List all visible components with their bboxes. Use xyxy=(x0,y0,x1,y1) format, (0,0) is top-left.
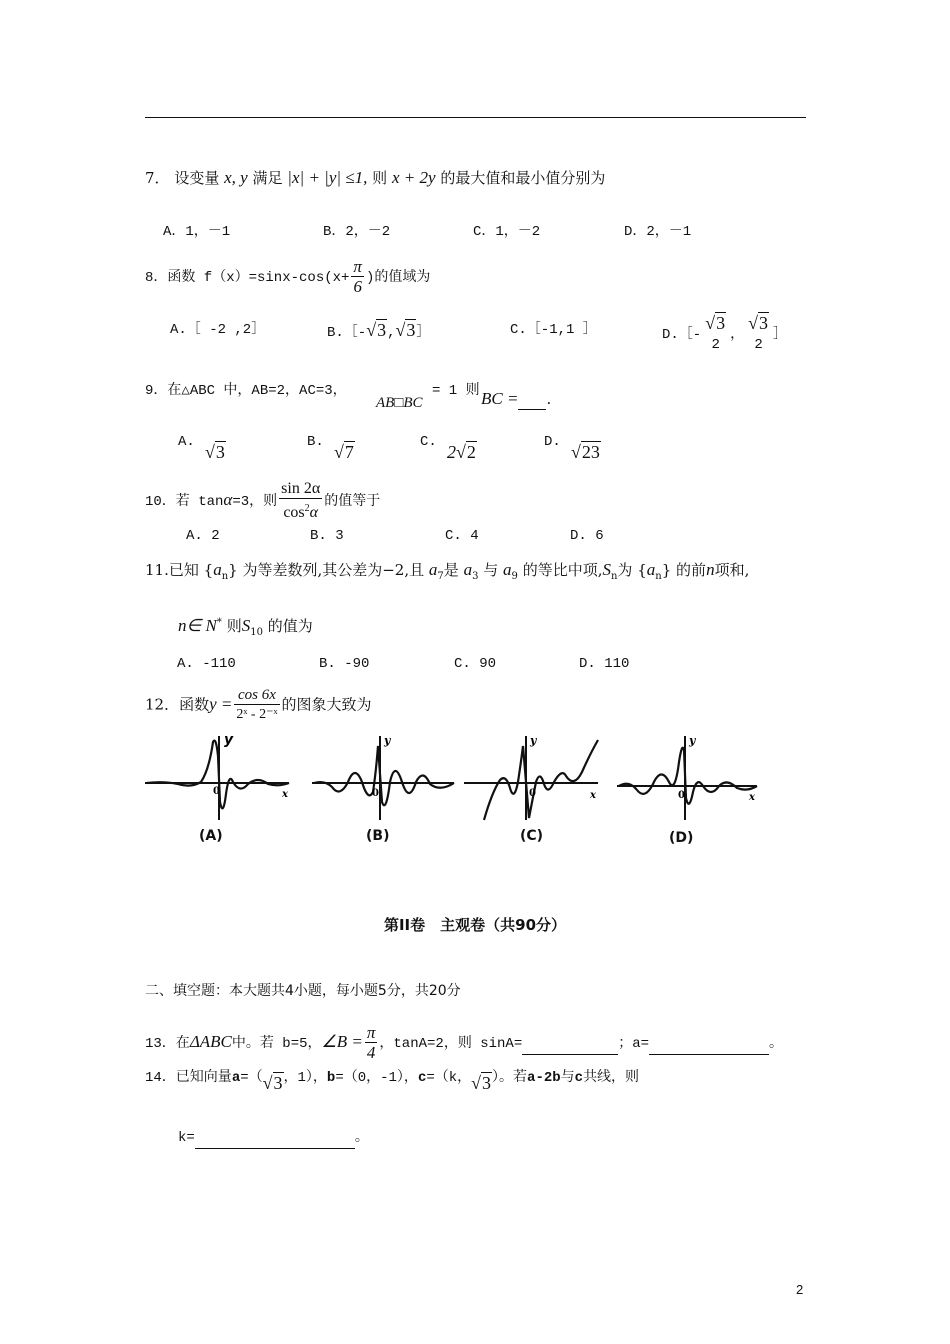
q9-label-b: B. xyxy=(307,434,324,450)
q13-t3: ；a= xyxy=(618,1036,650,1053)
q14-radicand-2: 3 xyxy=(482,1073,492,1093)
q8-d-num-2 xyxy=(746,314,771,335)
q8-option-a: A.［ -2 ,2］ xyxy=(170,322,266,338)
q8-b-radicand-1: 3 xyxy=(377,320,387,340)
q11-option-c: C. 90 xyxy=(454,656,497,672)
q11-num: 11.已知 xyxy=(145,561,199,579)
q8-text: 8．函数 f（x）=sinx-cos(x+ xyxy=(145,270,350,287)
question-10 xyxy=(145,480,380,523)
q8-d-post: ］ xyxy=(773,327,787,344)
q10-frac-den xyxy=(279,499,322,523)
q11-an: a xyxy=(213,560,222,579)
q9-label-d: D. xyxy=(544,434,561,450)
q10-pre: 10．若 tan xyxy=(145,494,224,511)
q11-a7-sub: 7 xyxy=(437,571,444,582)
q9-d-sqrt: √23 xyxy=(571,442,600,462)
graph-a-origin: 0 xyxy=(213,786,220,797)
q11-t5: 为 xyxy=(617,561,633,579)
graph-c-label: (C) xyxy=(520,828,544,844)
q14-t2: =（ xyxy=(240,1070,263,1086)
q12-y: y = xyxy=(209,694,233,714)
q11-line-2 xyxy=(178,613,313,643)
q11-t2: 是 xyxy=(443,561,459,579)
q14-t4: =（0，-1）， xyxy=(335,1070,418,1086)
q7-condition: |x| + |y| ≤1, xyxy=(287,168,368,187)
q9-c-sqrt: √2 xyxy=(456,442,476,462)
q14-answer-line xyxy=(178,1128,369,1149)
q11-t8: 则 xyxy=(226,617,242,635)
q10-frac-num: sin 2α xyxy=(281,480,321,497)
q14-t3: ，1）， xyxy=(283,1070,327,1086)
q9-b-radicand: 7 xyxy=(344,442,354,462)
question-9: 9．在△ABC 中，AB=2，AC=3， xyxy=(145,383,347,399)
q8-fraction xyxy=(351,258,364,297)
q7-post: 的最大值和最小值分别为 xyxy=(440,169,606,187)
q14-vec-c-2: c xyxy=(574,1070,584,1086)
q13-frac-den: 4 xyxy=(366,1043,376,1062)
q9-a-radicand: 3 xyxy=(215,442,225,462)
q8-frac-den: 6 xyxy=(353,277,362,296)
graph-a-x-label: x xyxy=(282,789,288,800)
q14-t8: 共线，则 xyxy=(583,1070,640,1086)
graph-d xyxy=(615,732,765,822)
q11-t1: 为等差数列,其公差为−2,且 xyxy=(242,561,425,579)
q8-b-post: ］ xyxy=(416,325,431,341)
q8-option-b xyxy=(327,320,430,343)
q9-label-a: A. xyxy=(178,434,195,450)
question-14 xyxy=(145,1068,639,1093)
q13-fraction xyxy=(365,1024,378,1063)
q11-a3-sub: 3 xyxy=(472,571,479,582)
q14-vec-c: c xyxy=(417,1070,427,1086)
q9-c-coef: 2 xyxy=(447,442,456,462)
question-8 xyxy=(145,258,430,297)
q9-vector-product: AB□BC xyxy=(376,395,423,411)
q10-post: 的值等于 xyxy=(324,494,381,511)
q8-b-sqrt-1: √3 xyxy=(366,320,387,340)
header-rule xyxy=(145,117,806,118)
q10-den-sup: 2 xyxy=(304,503,310,514)
q8-b-sep: , xyxy=(387,325,396,341)
q9-end: . xyxy=(546,390,552,408)
q11-t4: 的等比中项, xyxy=(522,561,603,579)
q7-option-a: A．1，－1 xyxy=(163,224,231,240)
q14-t1: 14．已知向量 xyxy=(145,1070,232,1086)
q13-triangle: ΔABC xyxy=(189,1032,232,1052)
q10-option-a: A. 2 xyxy=(186,528,220,544)
q9-d-radicand: 23 xyxy=(581,442,600,462)
q11-an-2: a xyxy=(646,560,656,579)
q10-option-c: C. 4 xyxy=(445,528,479,544)
q10-eq: =3，则 xyxy=(232,494,278,511)
q14-sqrt-1: √3 xyxy=(262,1073,283,1093)
q10-den-cos: cos xyxy=(283,504,305,521)
q11-t7: 项和, xyxy=(714,561,750,579)
q11-seq: $\{a_n\}$ xyxy=(203,560,238,582)
graph-d-curve xyxy=(619,748,757,804)
q14-t6: ）。若 xyxy=(492,1070,528,1086)
q14-t7: 与 xyxy=(560,1070,575,1086)
q7-option-c: C．1，－2 xyxy=(473,224,541,240)
q9-bc xyxy=(481,389,551,410)
q11-option-b: B. -90 xyxy=(319,656,370,672)
question-12 xyxy=(145,686,372,725)
question-11 xyxy=(145,560,749,587)
q11-an-sub: n xyxy=(221,571,229,582)
q11-t9: 的值为 xyxy=(267,617,313,635)
q12-frac-den: 2ˣ - 2⁻ˣ xyxy=(236,707,278,722)
q8-d-num-1 xyxy=(703,314,728,335)
q13-pre: 13．在 xyxy=(145,1036,190,1053)
q14-radicand-1: 3 xyxy=(273,1073,283,1093)
q9-equals: = 1 则 xyxy=(432,383,480,399)
question-13 xyxy=(145,1024,783,1063)
q7-mid: 满足 xyxy=(252,169,283,187)
graph-a-y-label: y xyxy=(224,732,234,748)
q8-d-frac-2 xyxy=(746,314,771,355)
q8-b-sqrt-2: √3 xyxy=(395,320,416,340)
graph-d-origin: 0 xyxy=(678,790,685,801)
q14-vec-a: a xyxy=(231,1070,241,1086)
q10-fraction xyxy=(279,480,322,523)
q9-answer-blank xyxy=(518,389,546,410)
q14-t5: =（k， xyxy=(426,1070,472,1086)
q9-c-radicand: 2 xyxy=(466,442,476,462)
q11-option-a: A. -110 xyxy=(177,656,236,672)
q8-d-radicand-1: 3 xyxy=(716,313,726,333)
q11-cond: n∈ N xyxy=(178,616,217,635)
q13-a-blank xyxy=(649,1034,769,1055)
q11-seq-2: $\{a_n\}$ xyxy=(637,560,672,582)
graph-d-label: (D) xyxy=(669,830,694,846)
q10-option-b: B. 3 xyxy=(310,528,344,544)
q9-b-sqrt: √7 xyxy=(334,442,354,462)
q7-then: 则 xyxy=(372,169,388,187)
q7-vars: x, y xyxy=(224,168,248,187)
q8-d-pre: D.［- xyxy=(662,327,702,344)
q12-fraction xyxy=(234,686,279,725)
q12-pre: 12．函数 xyxy=(145,695,210,714)
graph-c-curve xyxy=(484,740,598,820)
q8-option-d xyxy=(662,314,787,355)
graph-c-y-label: y xyxy=(530,734,537,747)
graph-a-label: (A) xyxy=(199,828,223,844)
q7-option-d: D．2，－1 xyxy=(624,224,692,240)
q8-d-sqrt-1: √3 xyxy=(705,313,726,333)
q11-cond-sup: * xyxy=(216,617,222,628)
q7-option-b: B．2，－2 xyxy=(323,224,391,240)
q8-d-frac-1 xyxy=(703,314,728,355)
q11-an-2-sub: n xyxy=(655,571,662,582)
q9-option-b xyxy=(334,442,355,463)
q9-option-a xyxy=(205,442,226,463)
q11-a3: a xyxy=(463,560,473,579)
q10-alpha: α xyxy=(223,490,233,510)
q13-t1: 中。若 b=5， xyxy=(231,1036,322,1053)
q14-a-minus-2b: a-2b xyxy=(527,1070,561,1086)
graph-a xyxy=(143,732,293,822)
q8-b-radicand-2: 3 xyxy=(406,320,416,340)
q11-t6: 的前 xyxy=(676,561,707,579)
q11-sn: S xyxy=(602,560,611,579)
q13-sina-blank xyxy=(522,1034,618,1055)
graph-d-y-label: y xyxy=(689,734,696,747)
q13-t2: ，tanA=2，则 sinA= xyxy=(379,1036,523,1053)
q11-t3: 与 xyxy=(483,561,499,579)
q10-den-alpha: α xyxy=(309,504,319,521)
q12-frac-num: cos 6x xyxy=(234,686,279,705)
graph-b xyxy=(310,732,460,822)
page-number: 2 xyxy=(796,1282,804,1297)
q10-option-d: D. 6 xyxy=(570,528,604,544)
q8-b-pre: B.［- xyxy=(327,325,367,341)
graph-b-y-label: y xyxy=(384,734,391,747)
q11-s10-sub: 10 xyxy=(250,627,263,638)
graph-d-x-label: x xyxy=(749,792,755,803)
q7-number: 7． xyxy=(145,169,170,187)
part-2-heading: 二、填空题：本大题共4小题，每小题5分，共20分 xyxy=(145,983,461,999)
section-heading: 第II卷 主观卷（共90分） xyxy=(383,916,567,934)
q11-a9: a xyxy=(503,560,512,579)
q9-option-d xyxy=(571,442,601,463)
q9-a-sqrt: √3 xyxy=(205,442,225,462)
q8-frac-num: π xyxy=(353,257,362,276)
graph-b-curve xyxy=(314,746,454,805)
q9-option-c xyxy=(447,442,477,463)
q11-a7: a xyxy=(428,560,438,579)
q11-n: n xyxy=(706,560,715,579)
q13-angle: ∠B = xyxy=(321,1032,363,1052)
graph-c-x-label: x xyxy=(590,790,596,801)
q13-frac-num: π xyxy=(366,1023,376,1042)
q8-d-den-2: 2 xyxy=(754,337,763,353)
q9-bc-label: BC = xyxy=(481,389,519,408)
q9-label-c: C. xyxy=(420,434,437,450)
question-7 xyxy=(145,168,605,188)
q8-post: )的值域为 xyxy=(365,270,431,287)
q14-sqrt-2: √3 xyxy=(471,1073,492,1093)
q13-t4: 。 xyxy=(769,1036,784,1053)
graph-b-origin: 0 xyxy=(372,788,379,799)
q8-d-sqrt-2: √3 xyxy=(748,313,768,333)
q11-sn-sub: n xyxy=(610,571,618,582)
q7-pre: 设变量 xyxy=(174,169,220,187)
q14-k: k= xyxy=(178,1130,195,1146)
q7-expression: x + 2y xyxy=(391,168,436,187)
graph-c-origin: 0 xyxy=(529,788,536,799)
q8-d-den-1: 2 xyxy=(711,337,720,353)
q14-k-blank xyxy=(195,1128,355,1149)
q8-d-radicand-2: 3 xyxy=(759,313,768,333)
q8-d-sep: ， xyxy=(730,327,745,344)
q11-option-d: D. 110 xyxy=(579,656,630,672)
q14-end: 。 xyxy=(354,1130,369,1146)
q11-a9-sub: 9 xyxy=(511,571,518,582)
graph-b-label: (B) xyxy=(366,828,390,844)
q11-s10: S xyxy=(241,616,251,635)
graph-c xyxy=(462,732,612,822)
q8-option-c: C.［-1,1 ］ xyxy=(510,322,597,338)
q12-post: 的图象大致为 xyxy=(281,695,372,714)
q14-vec-b: b xyxy=(326,1070,336,1086)
